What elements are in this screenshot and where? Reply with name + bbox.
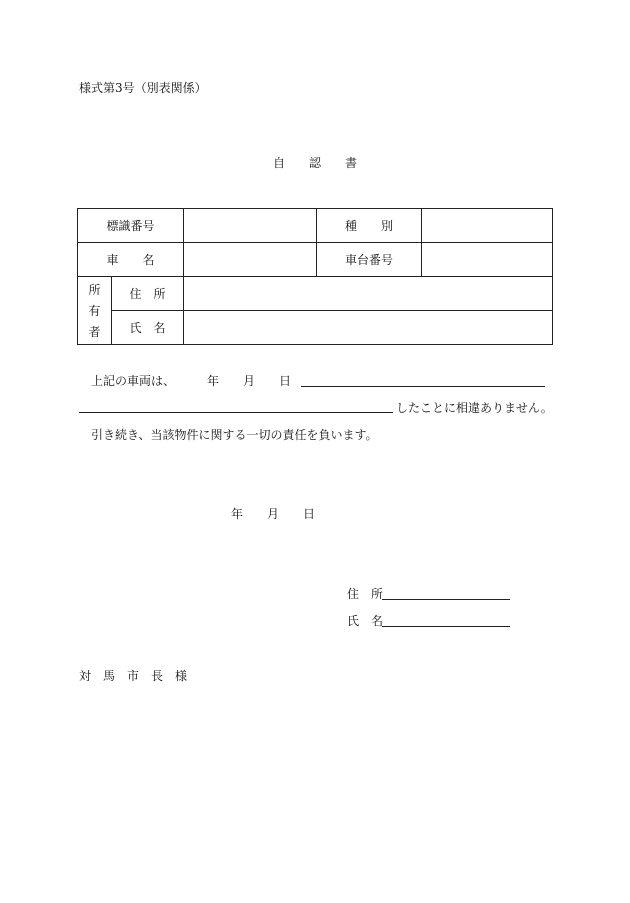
statement-line-1: 上記の車両は、 <box>91 374 176 388</box>
addressee: 対 馬 市 長 様 <box>79 669 188 683</box>
owner-label-char: 有 <box>88 304 101 318</box>
vehicle-name-label: 車 名 <box>78 243 184 277</box>
owner-name-label: 氏 名 <box>112 311 184 345</box>
table-row <box>78 277 553 311</box>
signature-date: 年 月 日 <box>231 507 316 521</box>
signer-name-label: 氏 名 <box>347 614 384 628</box>
signer-address-label: 住 所 <box>347 587 384 601</box>
chassis-number-label: 車台番号 <box>317 243 422 277</box>
owner-address-label: 住 所 <box>112 277 184 311</box>
statement-date: 年 月 日 <box>207 374 292 388</box>
plate-number-label: 標識番号 <box>78 209 184 243</box>
chassis-number-value[interactable] <box>422 243 553 277</box>
owner-label <box>78 277 112 345</box>
signer-address-line[interactable] <box>382 599 510 600</box>
type-value[interactable] <box>422 209 553 243</box>
vehicle-name-value[interactable] <box>184 243 317 277</box>
owner-label-char: 者 <box>88 325 101 339</box>
form-number: 様式第3号（別表関係） <box>79 81 207 95</box>
owner-name-value[interactable] <box>184 311 553 345</box>
owner-address-value[interactable] <box>184 277 553 311</box>
statement-line-2: したことに相違ありません。 <box>396 401 553 415</box>
type-label: 種 別 <box>317 209 422 243</box>
statement-blank-line-2[interactable] <box>79 412 393 413</box>
statement-line-3: 引き続き、当該物件に関する一切の責任を負います。 <box>91 428 378 442</box>
table-row <box>78 311 553 345</box>
table-row <box>78 209 553 243</box>
signer-name-line[interactable] <box>382 626 510 627</box>
document-title: 自 認 書 <box>272 156 357 170</box>
owner-label-char: 所 <box>88 283 101 297</box>
vehicle-info-table <box>77 208 553 345</box>
statement-blank-line-1[interactable] <box>301 386 545 387</box>
table-row <box>78 243 553 277</box>
plate-number-value[interactable] <box>184 209 317 243</box>
